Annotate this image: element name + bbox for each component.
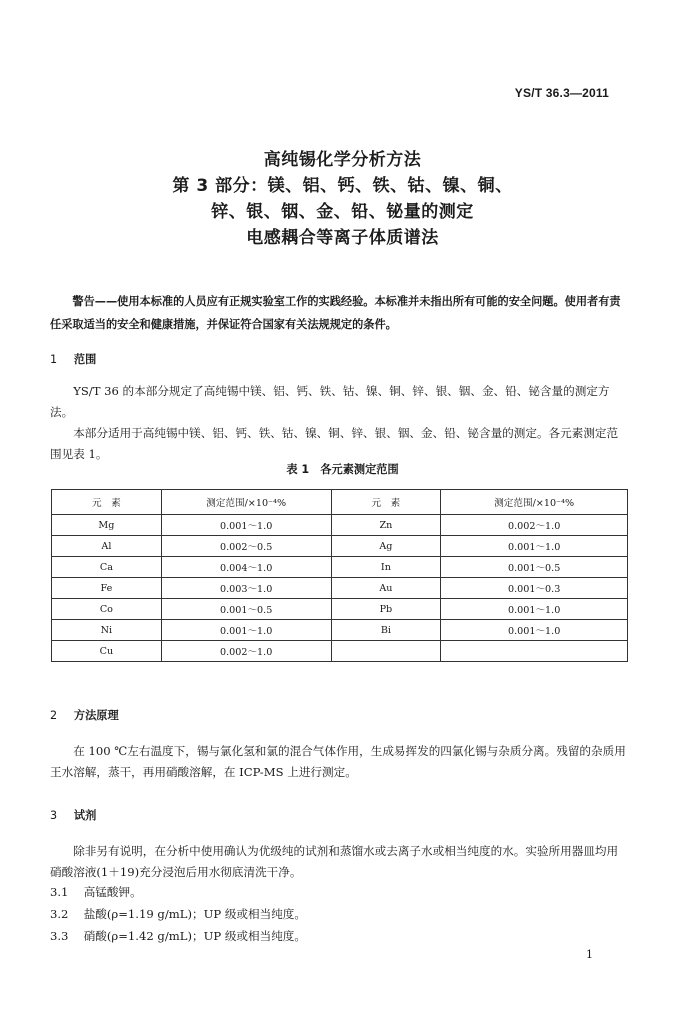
section-3-body	[50, 841, 628, 883]
warning-paragraph: 警告——使用本标准的人员应有正规实验室工作的实践经验。本标准并未指出所有可能的安全问题。使用者有责任采取适当的安全和健康措施，并保证符合国家有关法规规定的条件。	[50, 295, 621, 331]
table-cell: Cu	[52, 641, 162, 662]
section-1-number: 1	[50, 353, 58, 366]
table-cell: 0.002～1.0	[441, 515, 628, 536]
table-row	[52, 515, 628, 536]
table-cell: 0.001～1.0	[161, 515, 331, 536]
section-2-heading	[50, 707, 119, 723]
title-line-4: 电感耦合等离子体质谱法	[246, 228, 439, 248]
table-cell: Pb	[331, 599, 441, 620]
table-cell: 0.004～1.0	[161, 557, 331, 578]
table-cell: Mg	[52, 515, 162, 536]
table-row	[52, 557, 628, 578]
table-cell: Ni	[52, 620, 162, 641]
header-range-1: 测定范围/×10⁻⁴%	[161, 490, 331, 515]
table-row	[52, 536, 628, 557]
table-cell: 0.002～0.5	[161, 536, 331, 557]
table-cell: 0.001～1.0	[441, 620, 628, 641]
section-2-body	[50, 741, 628, 783]
section-1-heading	[50, 351, 96, 367]
table-row	[52, 641, 628, 662]
section-2-title: 方法原理	[73, 709, 119, 722]
header-range-2: 测定范围/×10⁻⁴%	[441, 490, 628, 515]
table-cell: Ag	[331, 536, 441, 557]
clause-text: 高锰酸钾。	[83, 885, 142, 899]
section-1-title: 范围	[73, 353, 97, 366]
standard-code: YS/T 36.3—2011	[514, 86, 609, 100]
document-title	[0, 147, 685, 251]
clause-number: 3.3	[50, 929, 69, 943]
section-3-number: 3	[50, 809, 58, 822]
table-cell: Fe	[52, 578, 162, 599]
table-cell: In	[331, 557, 441, 578]
table-cell: 0.003～1.0	[161, 578, 331, 599]
section-1-para-1: YS/T 36 的本部分规定了高纯锡中镁、铝、钙、铁、钴、镍、铜、锌、银、铟、金、铅、铋含量的测定方法。	[50, 384, 610, 419]
section-1-para-2: 本部分适用于高纯锡中镁、铝、钙、铁、钴、镍、铜、锌、银、铟、金、铅、铋含量的测定。各元素测定范围见表 1。	[50, 426, 619, 461]
table-cell: 0.002～1.0	[161, 641, 331, 662]
clause-3-3	[50, 928, 306, 944]
page-number: 1	[586, 948, 593, 961]
section-2-number: 2	[50, 709, 58, 722]
table-cell: 0.001～1.0	[161, 620, 331, 641]
table-row	[52, 599, 628, 620]
clause-text: 盐酸(ρ=1.19 g/mL)；UP 级或相当纯度。	[83, 907, 306, 921]
table-cell: 0.001～0.5	[161, 599, 331, 620]
table-cell: Au	[331, 578, 441, 599]
clause-3-2	[50, 906, 306, 922]
header-element-2: 元 素	[331, 490, 441, 515]
table-cell: Ca	[52, 557, 162, 578]
table-cell: 0.001～0.5	[441, 557, 628, 578]
table-caption: 表 1 各元素测定范围	[286, 463, 399, 476]
clause-number: 3.1	[50, 885, 69, 899]
table-cell: Bi	[331, 620, 441, 641]
section-3-heading	[50, 807, 96, 823]
title-line-3: 锌、银、铟、金、铅、铋量的测定	[211, 202, 474, 222]
section-2-para: 在 100 ℃左右温度下，锡与氯化氢和氯的混合气体作用，生成易挥发的四氯化锡与杂质分离。残留的杂质用王水溶解，蒸干，再用硝酸溶解，在 ICP-MS 上进行测定。	[50, 744, 626, 779]
section-3-para: 除非另有说明，在分析中使用确认为优级纯的试剂和蒸馏水或去离子水或相当纯度的水。实验所用器皿均用硝酸溶液(1＋19)充分浸泡后用水彻底清洗干净。	[50, 844, 619, 879]
table-cell: Al	[52, 536, 162, 557]
element-range-table	[51, 489, 628, 662]
section-3-title: 试剂	[73, 809, 97, 822]
table-row	[52, 578, 628, 599]
table-cell	[441, 641, 628, 662]
section-1-body	[50, 381, 628, 465]
title-line-2: 第 3 部分：镁、铝、钙、铁、钴、镍、铜、	[172, 176, 513, 196]
title-line-1: 高纯锡化学分析方法	[263, 150, 422, 170]
table-row	[52, 620, 628, 641]
clause-3-1	[50, 884, 142, 900]
table-cell: 0.001～1.0	[441, 599, 628, 620]
table-header-row	[52, 490, 628, 515]
clause-text: 硝酸(ρ=1.42 g/mL)；UP 级或相当纯度。	[83, 929, 306, 943]
table-cell: 0.001～0.3	[441, 578, 628, 599]
table-cell	[331, 641, 441, 662]
header-element-1: 元 素	[52, 490, 162, 515]
table-cell: Zn	[331, 515, 441, 536]
table-cell: Co	[52, 599, 162, 620]
clause-number: 3.2	[50, 907, 69, 921]
table-cell: 0.001～1.0	[441, 536, 628, 557]
